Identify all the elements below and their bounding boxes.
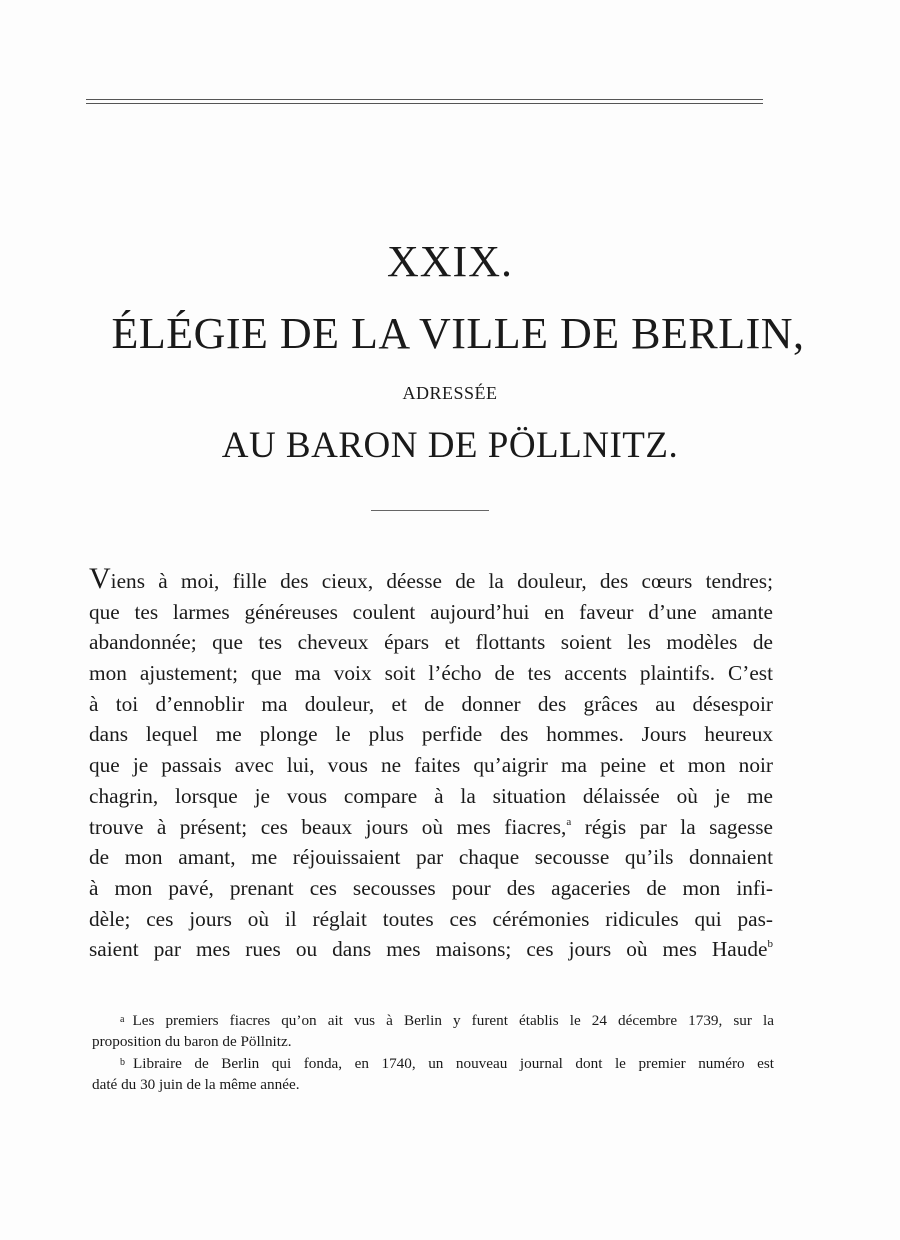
body-line bbox=[89, 562, 773, 597]
body-line: dans lequel me plonge le plus perfide des hommes. Jours heureux bbox=[89, 722, 773, 747]
footnote-b bbox=[92, 1052, 774, 1095]
body-line: que je passais avec lui, vous ne faites qu’aigrir ma peine et mon noir bbox=[89, 753, 773, 778]
body-line-text: iens à moi, fille des cieux, déesse de la douleur, des cœurs tendres; bbox=[110, 569, 773, 593]
footnote-ref-a[interactable]: a bbox=[566, 815, 572, 828]
chapter-dedicatee: AU BARON DE PÖLLNITZ. bbox=[221, 425, 679, 466]
footnote-mark: b bbox=[120, 1057, 125, 1068]
body-line bbox=[89, 934, 773, 965]
body-line-text: régis par la sagesse bbox=[584, 814, 773, 839]
footnote-mark: a bbox=[120, 1014, 125, 1025]
body-line: chagrin, lorsque je vous compare à la situation délaissée où je me bbox=[89, 783, 773, 808]
body-line-text: trouve à présent; ces beaux jours où mes fiacres, bbox=[89, 814, 567, 839]
footnote-line bbox=[92, 1009, 774, 1031]
footnotes bbox=[92, 1009, 774, 1095]
body-line: mon ajustement; que ma voix soit l’écho de tes accents plaintifs. C’est bbox=[89, 661, 773, 686]
body-line bbox=[89, 812, 773, 843]
body-line: dèle; ces jours où il réglait toutes ces cérémonies ridicules qui pas- bbox=[89, 906, 773, 931]
footnote-line: proposition du baron de Pöllnitz. bbox=[92, 1032, 292, 1050]
footnote-a bbox=[92, 1009, 774, 1052]
body-line: de mon amant, me réjouissaient par chaque secousse qu’ils donnaient bbox=[89, 845, 773, 870]
header-double-rule bbox=[86, 99, 763, 105]
body-line-text: saient par mes rues ou dans mes maisons; ces jours où mes Haude bbox=[89, 937, 768, 962]
footnote-line: daté du 30 juin de la même année. bbox=[92, 1075, 300, 1093]
footnote-text: Les premiers fiacres qu’on ait vus à Berlin y furent établis le 24 décembre 1739, sur la bbox=[132, 1012, 774, 1029]
chapter-number: XXIX. bbox=[387, 237, 513, 286]
body-line: à toi d’ennoblir ma douleur, et de donner des grâces au désespoir bbox=[89, 691, 773, 716]
footnote-line bbox=[92, 1052, 774, 1074]
body-line: abandonnée; que tes cheveux épars et flottants soient les modèles de bbox=[89, 630, 773, 655]
chapter-subtitle: ADRESSÉE bbox=[402, 383, 498, 403]
footnote-text: Libraire de Berlin qui fonda, en 1740, un nouveau journal dont le premier numéro est bbox=[133, 1055, 774, 1072]
drop-cap: V bbox=[89, 562, 111, 595]
body-line: à mon pavé, prenant ces secousses pour des agaceries de mon infi- bbox=[89, 875, 773, 900]
body-paragraph bbox=[89, 562, 773, 965]
header-rule-line bbox=[86, 103, 763, 104]
footnote-ref-b[interactable]: b bbox=[767, 938, 773, 951]
section-divider bbox=[371, 510, 489, 511]
header-rule-line bbox=[86, 99, 763, 100]
body-line: que tes larmes généreuses coulent aujourd’hui en faveur d’une amante bbox=[89, 599, 773, 624]
chapter-title: ÉLÉGIE DE LA VILLE DE BERLIN, bbox=[111, 309, 805, 358]
